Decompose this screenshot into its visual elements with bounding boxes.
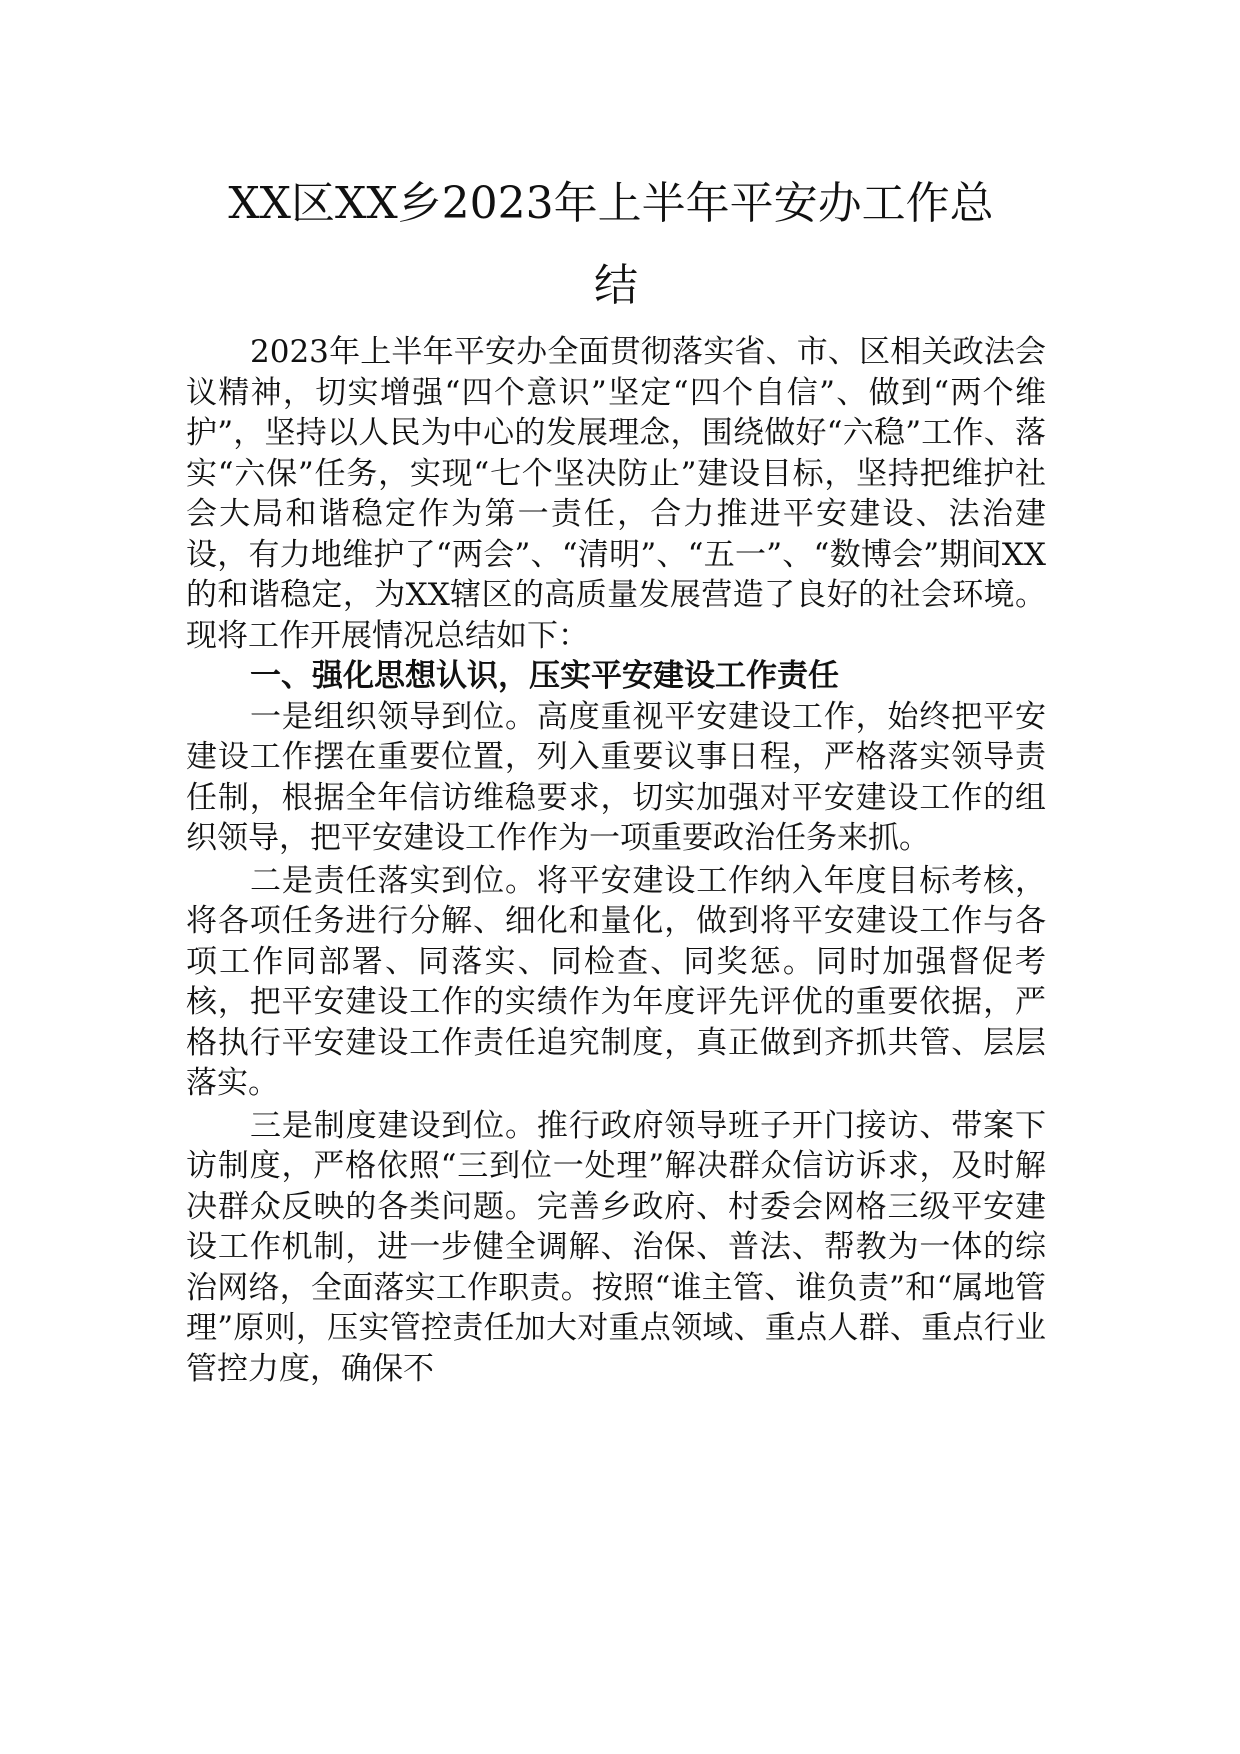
section-1-paragraph-1: 一是组织领导到位。高度重视平安建设工作，始终把平安建设工作摆在重要位置，列入重要议事日程，严格落实领导责任制，根据全年信访维稳要求，切实加强对平安建设工作的组织领导，把平安建设工作作为一项重要政治任务来抓。 xyxy=(186,698,1046,856)
document-title xyxy=(186,164,1046,326)
section-1-heading: 一、强化思想认识，压实平安建设工作责任 xyxy=(250,658,839,694)
document-title-line-1: XX区XX乡2023年上半年平安办工作总 xyxy=(228,178,994,229)
section-1-paragraph-2: 二是责任落实到位。将平安建设工作纳入年度目标考核，将各项任务进行分解、细化和量化，做到将平安建设工作与各项工作同部署、同落实、同检查、同奖惩。同时加强督促考核，把平安建设工作的实绩作为年度评先评优的重要依据，严格执行平安建设工作责任追究制度，真正做到齐抓共管、层层落实。 xyxy=(186,862,1046,1101)
document-body xyxy=(186,164,1046,1389)
intro-paragraph: 2023年上半年平安办全面贯彻落实省、市、区相关政法会议精神，切实增强“四个意识”坚定“四个自信”、做到“两个维护”，坚持以人民为中心的发展理念，围绕做好“六稳”工作、落实“六保”任务，实现“七个坚决防止”建设目标，坚持把维护社会大局和谐稳定作为第一责任，合力推进平安建设、法治建设，有力地维护了“两会”、“清明”、“五一”、“数博会”期间XX的和谐稳定，为XX辖区的高质量发展营造了良好的社会环境。现将工作开展情况总结如下： xyxy=(186,334,1046,654)
document-title-line-2: 结 xyxy=(594,260,638,311)
section-1-paragraph-3: 三是制度建设到位。推行政府领导班子开门接访、带案下访制度，严格依照“三到位一处理”解决群众信访诉求，及时解决群众反映的各类问题。完善乡政府、村委会网格三级平安建设工作机制，进一步健全调解、治保、普法、帮教为一体的综治网络，全面落实工作职责。按照“谁主管、谁负责”和“属地管理”原则，压实管控责任加大对重点领域、重点人群、重点行业管控力度，确保不 xyxy=(186,1107,1046,1387)
